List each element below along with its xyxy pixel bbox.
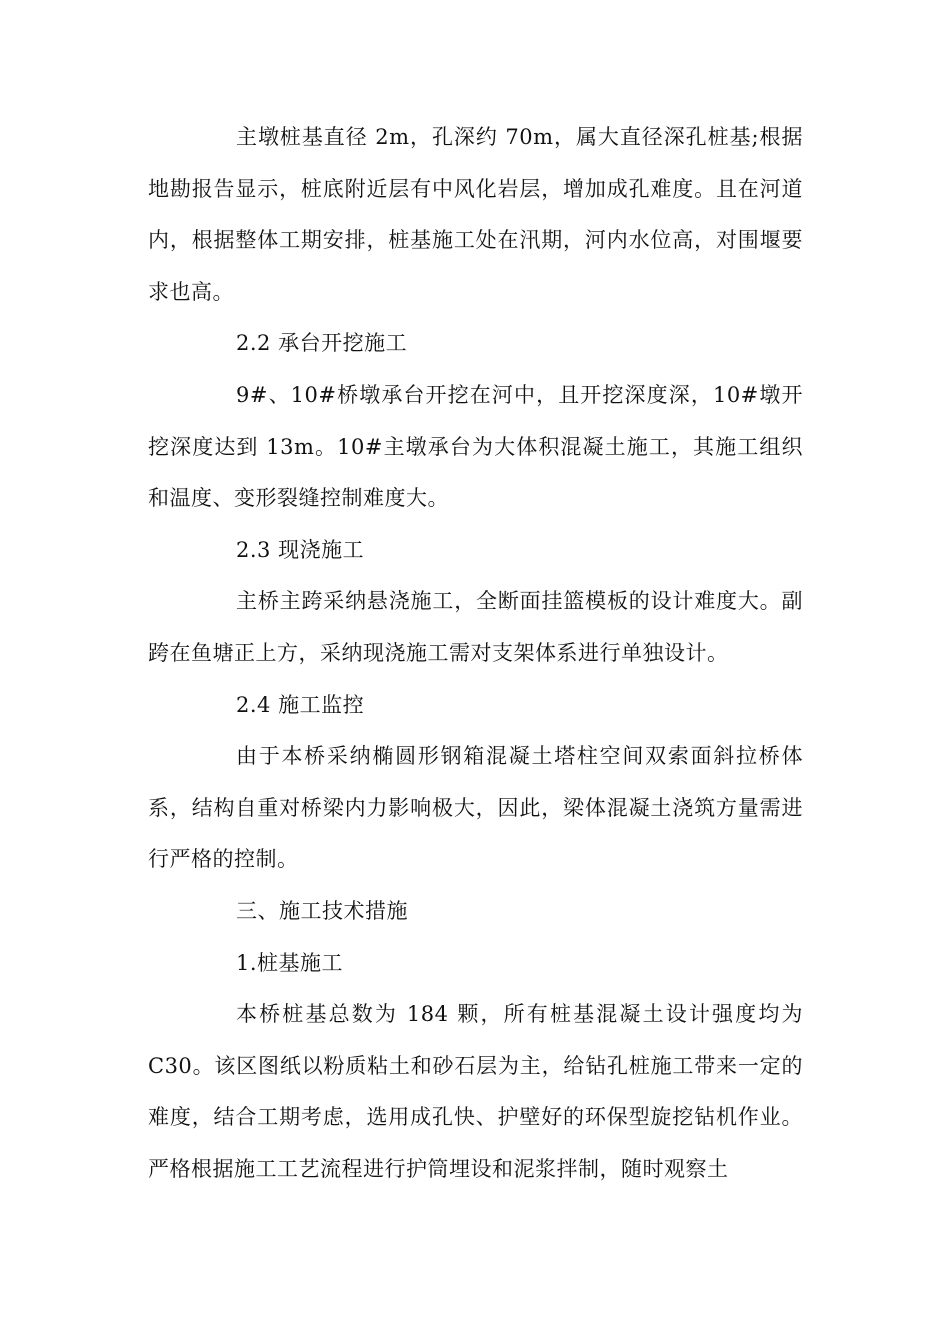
paragraph-pile-cap-excavation: 9#、10#桥墩承台开挖在河中，且开挖深度深，10#墩开挖深度达到 13m。10#主墩承台为大体积混凝土施工，其施工组织和温度、变形裂缝控制难度大。 [148,382,803,511]
paragraph-construction-monitoring: 由于本桥采纳椭圆形钢箱混凝土塔柱空间双索面斜拉桥体系，结构自重对桥梁内力影响极大，因此，梁体混凝土浇筑方量需进行严格的控制。 [148,744,803,872]
document-body [148,112,803,1195]
heading-2-3-cast-in-place: 2.3 现浇施工 [236,537,365,562]
paragraph-pile-construction: 本桥桩基总数为 184 颗，所有桩基混凝土设计强度均为 C30。该区图纸以粉质粘土和砂石层为主，给钻孔桩施工带来一定的难度，结合工期考虑，选用成孔快、护壁好的环保型旋挖钻机作业。严格根据施工工艺流程进行护筒埋设和泥浆拌制，随时观察土 [148,1002,803,1181]
heading-3-technical-measures: 三、施工技术措施 [236,898,408,923]
heading-2-4-construction-monitoring: 2.4 施工监控 [236,692,365,717]
paragraph-cast-in-place: 主桥主跨采纳悬浇施工，全断面挂篮模板的设计难度大。副跨在鱼塘正上方，采纳现浇施工需对支架体系进行单独设计。 [148,589,803,665]
heading-2-2-pile-cap-excavation: 2.2 承台开挖施工 [236,331,408,356]
heading-1-pile-construction: 1.桩基施工 [236,950,344,975]
paragraph-pile-foundation-difficulty: 主墩桩基直径 2m，孔深约 70m，属大直径深孔桩基;根据地勘报告显示，桩底附近层有中风化岩层，增加成孔难度。且在河道内，根据整体工期安排，桩基施工处在汛期，河内水位高，对围堰要求也高。 [148,125,803,304]
